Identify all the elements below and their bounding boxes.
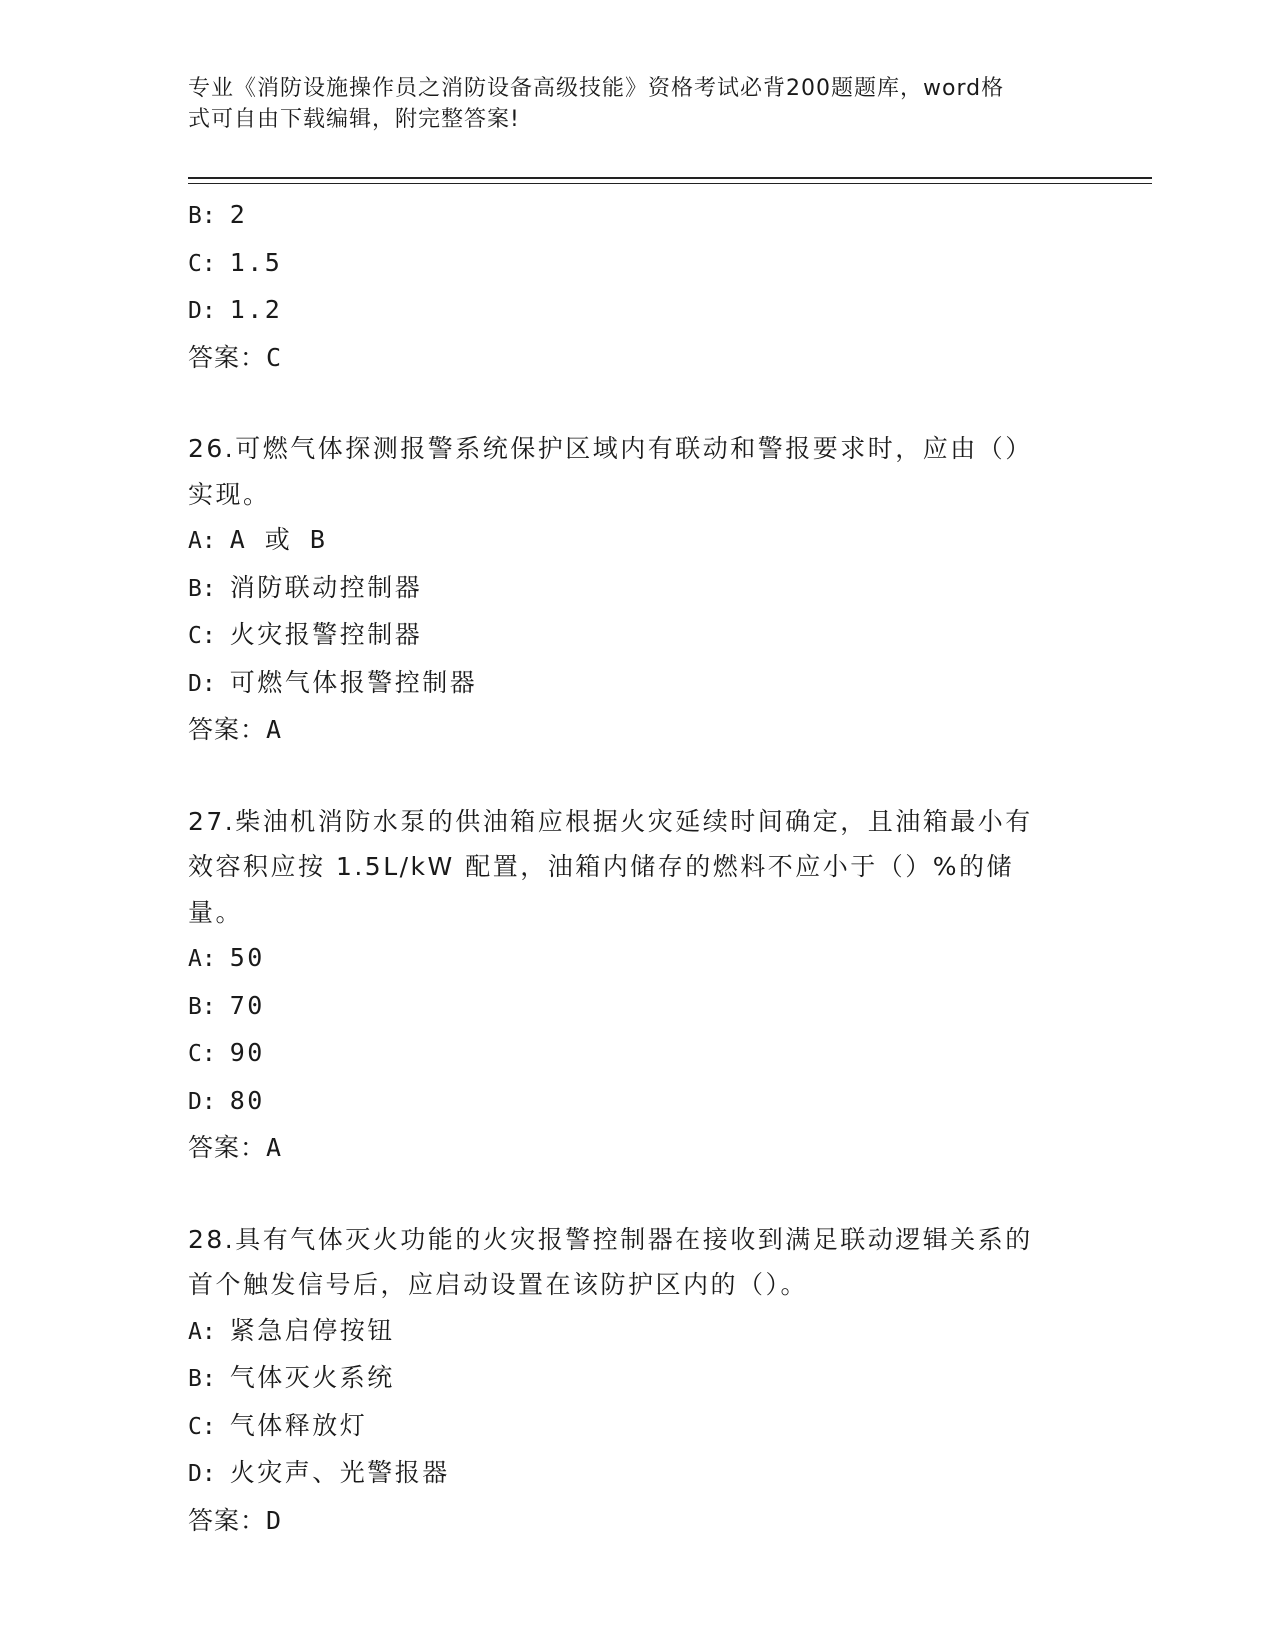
answer-line: 答案：A (188, 715, 283, 744)
question-26 (188, 426, 1088, 753)
option-d: D: 火灾声、光警报器 (188, 1458, 450, 1487)
header-rule-thick (188, 177, 1152, 179)
question-text-line-2: 效容积应按 1.5L/kW 配置，油箱内储存的燃料不应小于（）%的储量。 (188, 852, 1014, 927)
header-rule-thin (188, 183, 1152, 184)
option-c: C: 火灾报警控制器 (188, 620, 423, 649)
question-list (188, 192, 1088, 1543)
option-d: D: 80 (188, 1085, 265, 1115)
option-d: D: 可燃气体报警控制器 (188, 667, 478, 697)
answer-line: 答案：C (188, 342, 283, 372)
question-text-line-1: 28.具有气体灭火功能的火灾报警控制器在接收到满足联动逻辑关系的 (188, 1224, 1033, 1254)
option-b: B: 2 (188, 200, 248, 229)
question-text-line-2: 首个触发信号后，应启动设置在该防护区内的（）。 (188, 1270, 809, 1299)
header-line-1: 专业《消防设施操作员之消防设备高级技能》资格考试必背200题题库，word格 (188, 76, 1005, 101)
option-b: B: 70 (188, 990, 265, 1020)
document-header (188, 73, 1088, 135)
question-text-line-2: 实现。 (188, 479, 271, 509)
option-b: B: 消防联动控制器 (188, 572, 423, 602)
question-27 (188, 799, 1088, 1171)
prev-question-block (188, 192, 1088, 380)
question-28 (188, 1217, 1088, 1544)
option-a: A: 50 (188, 943, 265, 972)
option-c: C: 1.5 (188, 247, 283, 277)
option-a: A: 紧急启停按钮 (188, 1315, 395, 1345)
question-text-line-1: 26.可燃气体探测报警系统保护区域内有联动和警报要求时，应由（） (188, 434, 1033, 463)
answer-line: 答案：A (188, 1133, 283, 1162)
question-text-line-1: 27.柴油机消防水泵的供油箱应根据火灾延续时间确定，且油箱最小有 (188, 806, 1033, 836)
option-d: D: 1.2 (188, 295, 283, 324)
option-a: A: A 或 B (188, 525, 328, 554)
header-line-2: 式可自由下载编辑，附完整答案! (188, 107, 520, 132)
option-b: B: 气体灭火系统 (188, 1363, 395, 1392)
answer-line: 答案：D (188, 1505, 283, 1535)
option-c: C: 90 (188, 1038, 265, 1067)
option-c: C: 气体释放灯 (188, 1410, 368, 1440)
